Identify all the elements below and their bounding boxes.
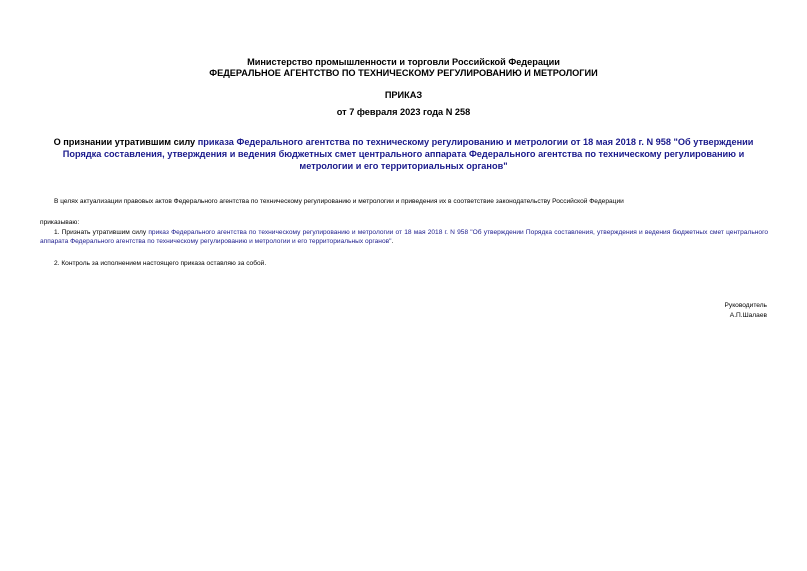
order-word: приказываю: [40,219,80,226]
document-type: ПРИКАЗ [384,90,423,100]
title-prefix: О признании утратившим силу [53,137,198,147]
signature-name: А.П.Шалаев [729,312,767,319]
item1-suffix: . [391,237,394,245]
ministry-name: Министерство промышленности и торговли Российской Федерации [247,57,560,67]
order-item-1 [40,229,768,246]
signature-block [725,301,767,321]
order-item-2: 2. Контроль за исполнением настоящего приказа оставляю за собой. [54,260,267,267]
item1-prefix: 1. Признать утратившим силу [54,229,149,236]
document-title [40,136,767,172]
item1-link[interactable]: приказ Федерального агентства по техническому регулированию и метрологии от 18 мая 2018 г. N 958 "Об утверждении Порядка составления, утверждения и ведения бюджетных смет центрального аппарата Федерального агентства по техническому регулированию и метрологии и его территориальных органов" [40,229,768,245]
preamble-paragraph: В целях актуализации правовых актов Федерального агентства по техническому регулированию и метрологии и приведения их в соответствие законодательству Российской Федерации [54,198,624,205]
document-date: от 7 февраля 2023 года N 258 [336,107,471,117]
agency-name: ФЕДЕРАЛЬНОЕ АГЕНТСТВО ПО ТЕХНИЧЕСКОМУ РЕГУЛИРОВАНИЮ И МЕТРОЛОГИИ [209,68,598,78]
title-link[interactable]: приказа Федерального агентства по техническому регулированию и метрологии от 18 мая 2018 г. N 958 "Об утверждении Порядка составления, утверждения и ведения бюджетных смет центрального аппарата Федерального агентства по техническому регулированию и метрологии и его территориальных органов" [62,137,754,171]
signature-position: Руководитель [724,302,767,309]
